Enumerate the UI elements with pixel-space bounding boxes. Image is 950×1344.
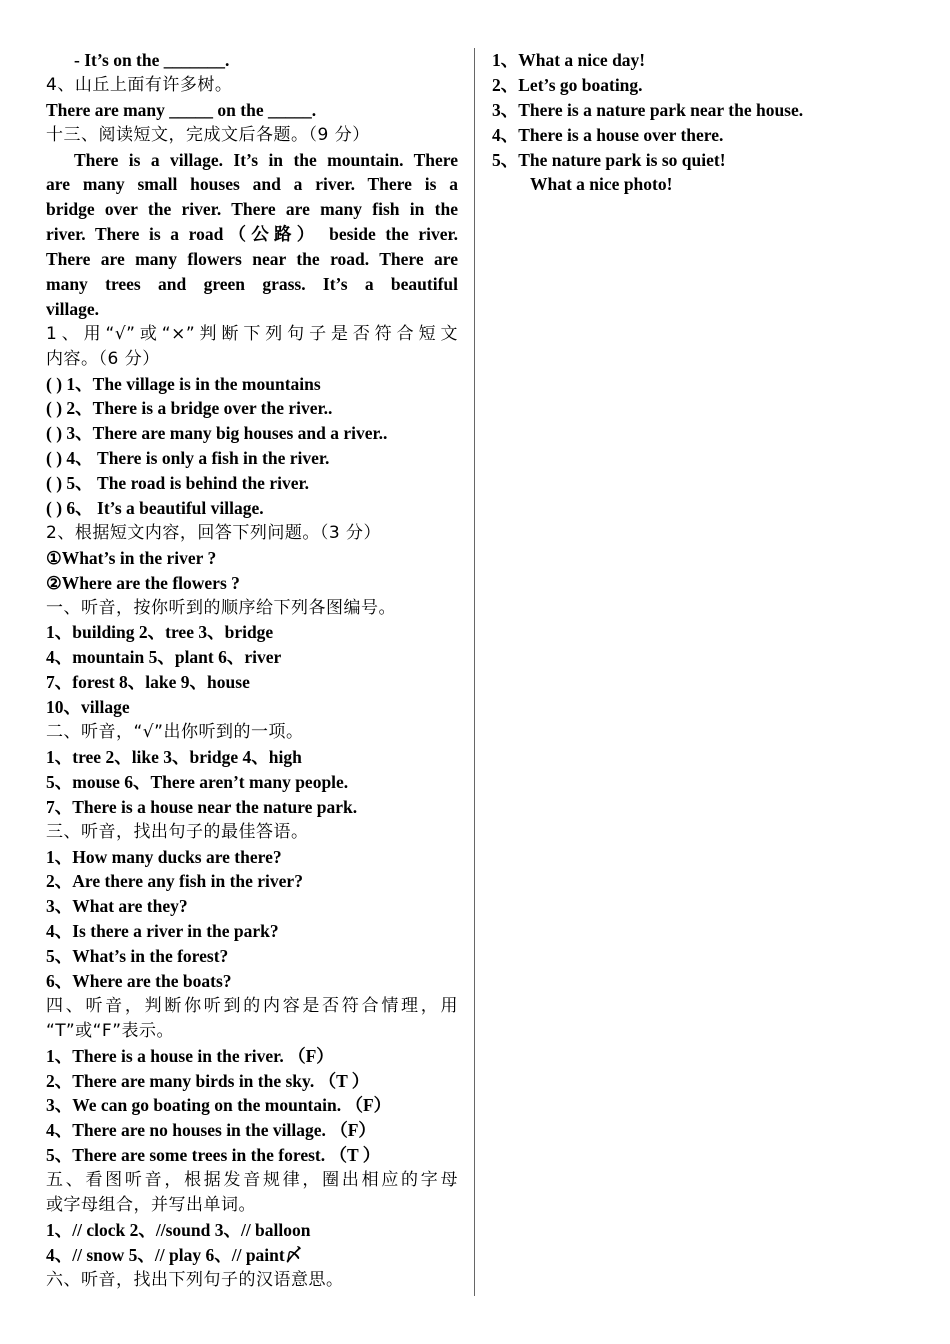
sentence-item: 3、There is a nature park near the house.	[492, 99, 804, 120]
section-heading: 一、听音，按你听到的顺序给下列各图编号。	[46, 597, 396, 618]
column-divider	[474, 48, 475, 1296]
judge-item: 4、There are no houses in the village. （F）	[46, 1120, 376, 1141]
passage-line: many trees and green grass. It’s a beautiful	[46, 274, 458, 295]
word-list: 1、// clock 2、//sound 3、// balloon	[46, 1219, 311, 1240]
sentence-item: 5、The nature park is so quiet!	[492, 149, 726, 170]
section-heading: 五、看图听音，根据发音规律，圈出相应的字母	[46, 1170, 458, 1191]
judge-item: ( ) 1、The village is in the mountains	[46, 373, 321, 394]
section-heading: 或字母组合，并写出单词。	[46, 1194, 256, 1215]
word-list: 7、There is a house near the nature park.	[46, 796, 358, 817]
word-list: 7、forest 8、lake 9、house	[46, 672, 250, 693]
section-heading: 二、听音，“√”出你听到的一项。	[46, 722, 304, 743]
sentence-item: 1、What a nice day!	[492, 50, 646, 70]
passage-line: bridge over the river. There are many fish in the	[46, 199, 458, 220]
judge-item: 3、We can go boating on the mountain. （F）	[46, 1095, 392, 1116]
question-item: ②Where are the flowers ?	[46, 572, 240, 593]
section-heading: 十三、阅读短文，完成文后各题。（9 分）	[46, 124, 370, 145]
judge-item: ( ) 3、There are many big houses and a river..	[46, 423, 388, 444]
judge-item: ( ) 4、 There is only a fish in the river.	[46, 448, 330, 469]
passage-line: There are many flowers near the road. There are	[46, 249, 458, 270]
section-heading: “T”或“F”表示。	[46, 1020, 175, 1041]
question-item: 6、Where are the boats?	[46, 970, 232, 991]
right-column	[492, 48, 912, 197]
word-list: 10、village	[46, 697, 130, 718]
judge-item: 1、There is a house in the river. （F）	[46, 1045, 334, 1066]
judge-item: ( ) 2、There is a bridge over the river..	[46, 398, 333, 419]
question-item: 1、How many ducks are there?	[46, 846, 282, 867]
judge-item: 5、There are some trees in the forest. （T ）	[46, 1145, 381, 1166]
question-instruction: 2、根据短文内容，回答下列问题。（3 分）	[46, 522, 382, 543]
text-line: 4、山丘上面有许多树。	[46, 74, 233, 95]
left-column	[46, 48, 458, 1293]
judge-item: 2、There are many birds in the sky. （T ）	[46, 1070, 370, 1091]
text-line: There are many _____ on the _____.	[46, 99, 317, 120]
sentence-item: 2、Let’s go boating.	[492, 74, 643, 95]
judge-item: ( ) 6、 It’s a beautiful village.	[46, 498, 264, 519]
question-item: 2、Are there any fish in the river?	[46, 871, 303, 892]
question-item: 5、What’s in the forest?	[46, 946, 229, 967]
word-list: 5、mouse 6、There aren’t many people.	[46, 771, 349, 792]
judge-item: ( ) 5、 The road is behind the river.	[46, 473, 310, 494]
passage-line: village.	[46, 298, 99, 319]
section-heading: 六、听音，找出下列句子的汉语意思。	[46, 1269, 344, 1290]
question-item: 4、Is there a river in the park?	[46, 921, 279, 942]
question-instruction: 1、用“√”或“×”判断下列句子是否符合短文	[46, 323, 458, 344]
word-list: 4、mountain 5、plant 6、river	[46, 647, 282, 668]
sentence-item: What a nice photo!	[530, 174, 673, 195]
word-list: 1、tree 2、like 3、bridge 4、high	[46, 746, 302, 767]
question-item: ①What’s in the river ?	[46, 547, 217, 568]
word-list: 4、// snow 5、// play 6、// paint〆	[46, 1244, 303, 1265]
word-list: 1、building 2、tree 3、bridge	[46, 622, 274, 643]
text-line: - It’s on the _______.	[74, 50, 230, 70]
passage-line: river. There is a road（公路） beside the river.	[46, 224, 458, 245]
question-instruction: 内容。（6 分）	[46, 348, 160, 369]
passage-line: are many small houses and a river. There is a	[46, 174, 458, 195]
passage-line: There is a village. It’s in the mountain. There	[74, 149, 458, 170]
section-heading: 三、听音，找出句子的最佳答语。	[46, 821, 309, 842]
question-item: 3、What are they?	[46, 896, 188, 917]
sentence-item: 4、There is a house over there.	[492, 124, 724, 145]
section-heading: 四、听音，判断你听到的内容是否符合情理，用	[46, 995, 458, 1016]
